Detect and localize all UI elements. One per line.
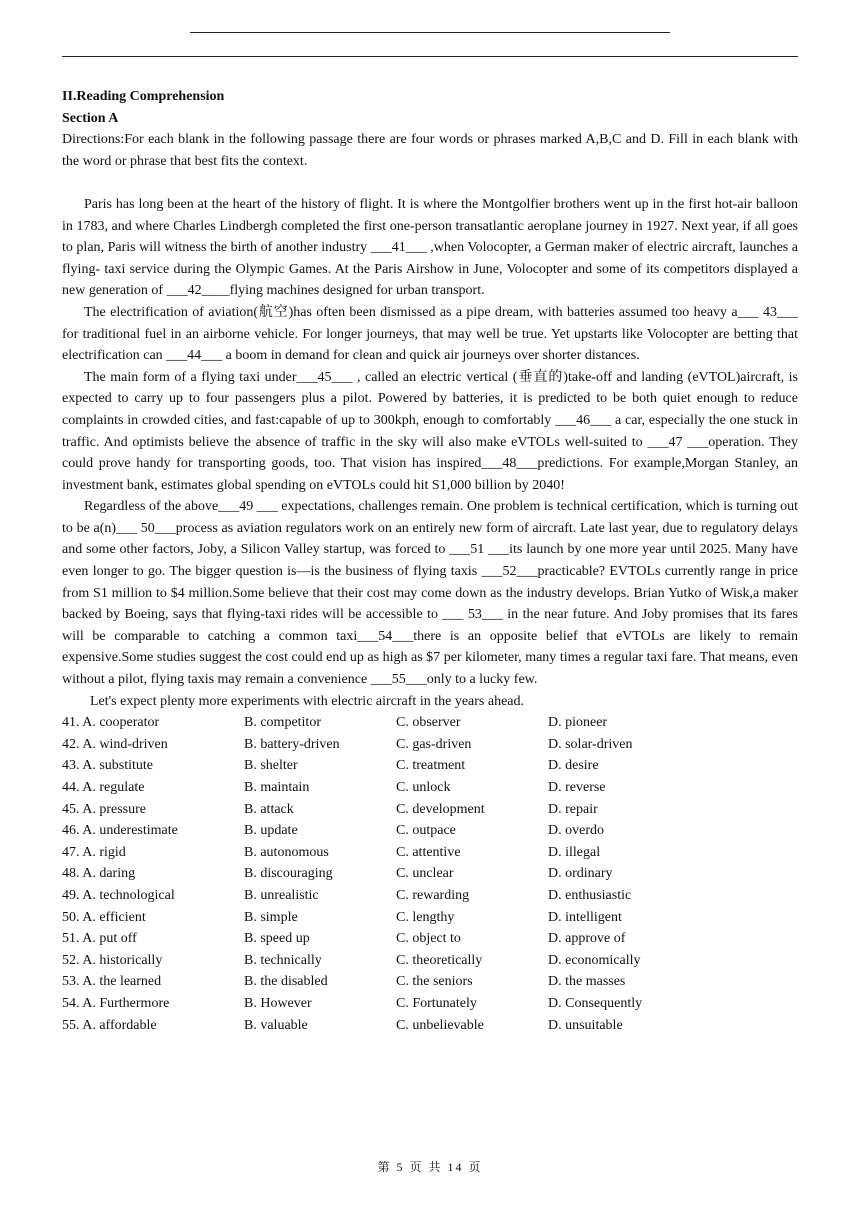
option-c: C. theoretically [396, 952, 483, 968]
option-row [62, 799, 798, 821]
option-row [62, 712, 798, 734]
option-c: C. unlock [396, 780, 451, 795]
option-a: 45. A. pressure [62, 801, 146, 817]
option-c: C. development [396, 801, 485, 817]
section-heading: II.Reading Comprehension [62, 89, 225, 104]
option-row [62, 820, 798, 842]
option-a: 47. A. rigid [62, 844, 126, 860]
option-d: D. approve of [548, 931, 626, 947]
option-a: 46. A. underestimate [62, 823, 178, 839]
option-d: D. intelligent [548, 909, 622, 925]
option-d: D. unsuitable [548, 1017, 623, 1033]
option-b: B. technically [244, 952, 322, 968]
option-d: D. repair [548, 801, 598, 817]
option-a: 42. A. wind-driven [62, 736, 168, 752]
option-d: D. reverse [548, 780, 606, 795]
passage-paragraph-3: The main form of a flying taxi under___45___ , called an electric vertical (垂直的)take-off and landing (eVTOL)aircraft, is expected to carry up to four passengers plus a pilot. Powered by batteries, it is predicted to be both quiet enough to reduce complaints in crowded cities, and fast:capable of up to 300kph, enough to comfortably ___46___ a car, especially the one stuck in traffic. And optimists believe the absence of traffic in the sky will also make eVTOLs well-suited to ___47 ___operation. They could prove handy for transporting goods, too. That vision has inspired___48___predictions. For example,Morgan Stanley, an investment bank, estimates global spending on eVTOLs could hit S1,000 billion by 2040! [62, 369, 798, 493]
option-d: D. the masses [548, 974, 626, 990]
page-footer: 第 5 页 共 14 页 [377, 1160, 483, 1174]
page-content [62, 86, 798, 1036]
option-d: D. Consequently [548, 995, 643, 1011]
option-b: B. simple [244, 909, 298, 925]
option-c: C. treatment [396, 758, 466, 774]
option-row [62, 993, 798, 1015]
passage-paragraph-1: Paris has long been at the heart of the history of flight. It is where the Montgolfier brothers went up in the first hot-air balloon in 1783, and where Charles Lindbergh completed the first one-person transatlantic aeroplane journey in 1927. Next year, if all goes to plan, Paris will witness the birth of another industry ___41___ ,when Volocopter, a German maker of electric aircraft, launches a flying- taxi service during the Olympic Games. At the Paris Airshow in June, Volocopter and some of its competitors displayed a new generation of ___42____flying machines designed for urban transport. [62, 196, 798, 299]
option-c: C. unbelievable [396, 1017, 484, 1033]
option-c: C. unclear [396, 866, 454, 882]
option-a: 54. A. Furthermore [62, 995, 170, 1011]
option-c: C. the seniors [396, 974, 473, 990]
option-c: C. outpace [396, 823, 456, 839]
option-a: 49. A. technological [62, 887, 175, 903]
option-d: D. ordinary [548, 866, 613, 882]
option-a: 55. A. affordable [62, 1017, 157, 1033]
option-d: D. illegal [548, 844, 601, 860]
option-row [62, 907, 798, 929]
directions: Directions:For each blank in the following passage there are four words or phrases marked A,B,C and D. Fill in each blank with the word or phrase that best fits the context. [62, 132, 798, 169]
option-b: B. update [244, 823, 298, 839]
option-c: C. rewarding [396, 887, 470, 903]
header-rule [62, 56, 798, 57]
option-b: B. attack [244, 801, 294, 817]
option-c: C. gas-driven [396, 736, 472, 752]
option-b: B. discouraging [244, 866, 333, 882]
section-subheading: Section A [62, 110, 119, 126]
option-row [62, 928, 798, 950]
option-a: 50. A. efficient [62, 909, 146, 925]
passage-paragraph-5: Let's expect plenty more experiments with electric aircraft in the years ahead. [90, 693, 524, 709]
header-rule-short [190, 32, 670, 33]
option-a: 43. A. substitute [62, 758, 154, 774]
option-c: C. attentive [396, 844, 461, 860]
option-c: C. Fortunately [396, 995, 477, 1011]
option-row [62, 971, 798, 993]
option-d: D. solar-driven [548, 736, 633, 752]
passage-paragraph-2: The electrification of aviation(航空)has often been dismissed as a pipe dream, with batteries assumed too heavy a___ 43___ for traditional fuel in an airborne vehicle. For longer journeys, that may well be true. Yet upstarts like Volocopter are betting that electrification can ___44___ a boom in demand for clean and quick air journeys over shorter distances. [62, 304, 798, 364]
options-list [62, 712, 798, 1036]
option-b: B. However [244, 995, 312, 1011]
option-a: 44. A. regulate [62, 780, 145, 795]
option-d: D. desire [548, 758, 599, 774]
option-row [62, 1015, 798, 1037]
option-b: B. valuable [244, 1017, 308, 1033]
option-b: B. shelter [244, 758, 298, 774]
option-b: B. speed up [244, 931, 310, 947]
option-c: C. object to [396, 931, 461, 947]
option-a: 52. A. historically [62, 952, 163, 968]
option-row [62, 842, 798, 864]
option-a: 53. A. the learned [62, 974, 162, 990]
option-row [62, 734, 798, 756]
option-b: B. unrealistic [244, 887, 319, 903]
option-d: D. enthusiastic [548, 887, 632, 903]
passage-paragraph-4: Regardless of the above___49 ___ expectations, challenges remain. One problem is technical certification, which is turning out to be a(n)___ 50___process as aviation regulators work on an entirely new form of aircraft. Late last year, due to regulatory delays and some other factors, Joby, a Silicon Valley startup, was forced to ___51 ___its launch by one more year until 2025. Many have even longer to go. The bigger question is—is the business of flying taxis ___52___practicable? EVTOLs currently range in price from S1 million to $4 million.Some believe that their cost may come down as the industry develops. Brian Yutko of Wisk,a maker backed by Boeing, says that flying-taxi rides will be accessible to ___ 53___ in the near future. And Joby promises that its fares will be comparable to catching a common taxi___54___there is an opposite belief that eVTOLs are likely to remain expensive.Some studies suggest the cost could end up as high as $7 per kilometer, many times a regular taxi fare. That means, even without a pilot, flying taxis may remain a convenience ___55___only to a lucky few. [62, 499, 798, 688]
option-a: 51. A. put off [62, 931, 137, 947]
blank-line [62, 172, 798, 194]
option-b: B. autonomous [244, 844, 329, 860]
option-b: B. competitor [244, 715, 321, 731]
option-b: B. maintain [244, 780, 310, 795]
option-c: C. lengthy [396, 909, 455, 925]
option-row [62, 863, 798, 885]
option-a: 48. A. daring [62, 866, 136, 882]
option-c: C. observer [396, 715, 461, 731]
option-a: 41. A. cooperator [62, 715, 160, 731]
option-b: B. the disabled [244, 974, 328, 990]
option-d: D. overdo [548, 823, 604, 839]
option-row [62, 755, 798, 777]
option-row [62, 777, 798, 799]
option-b: B. battery-driven [244, 736, 340, 752]
option-d: D. pioneer [548, 715, 608, 731]
option-row [62, 885, 798, 907]
option-row [62, 950, 798, 972]
option-d: D. economically [548, 952, 641, 968]
